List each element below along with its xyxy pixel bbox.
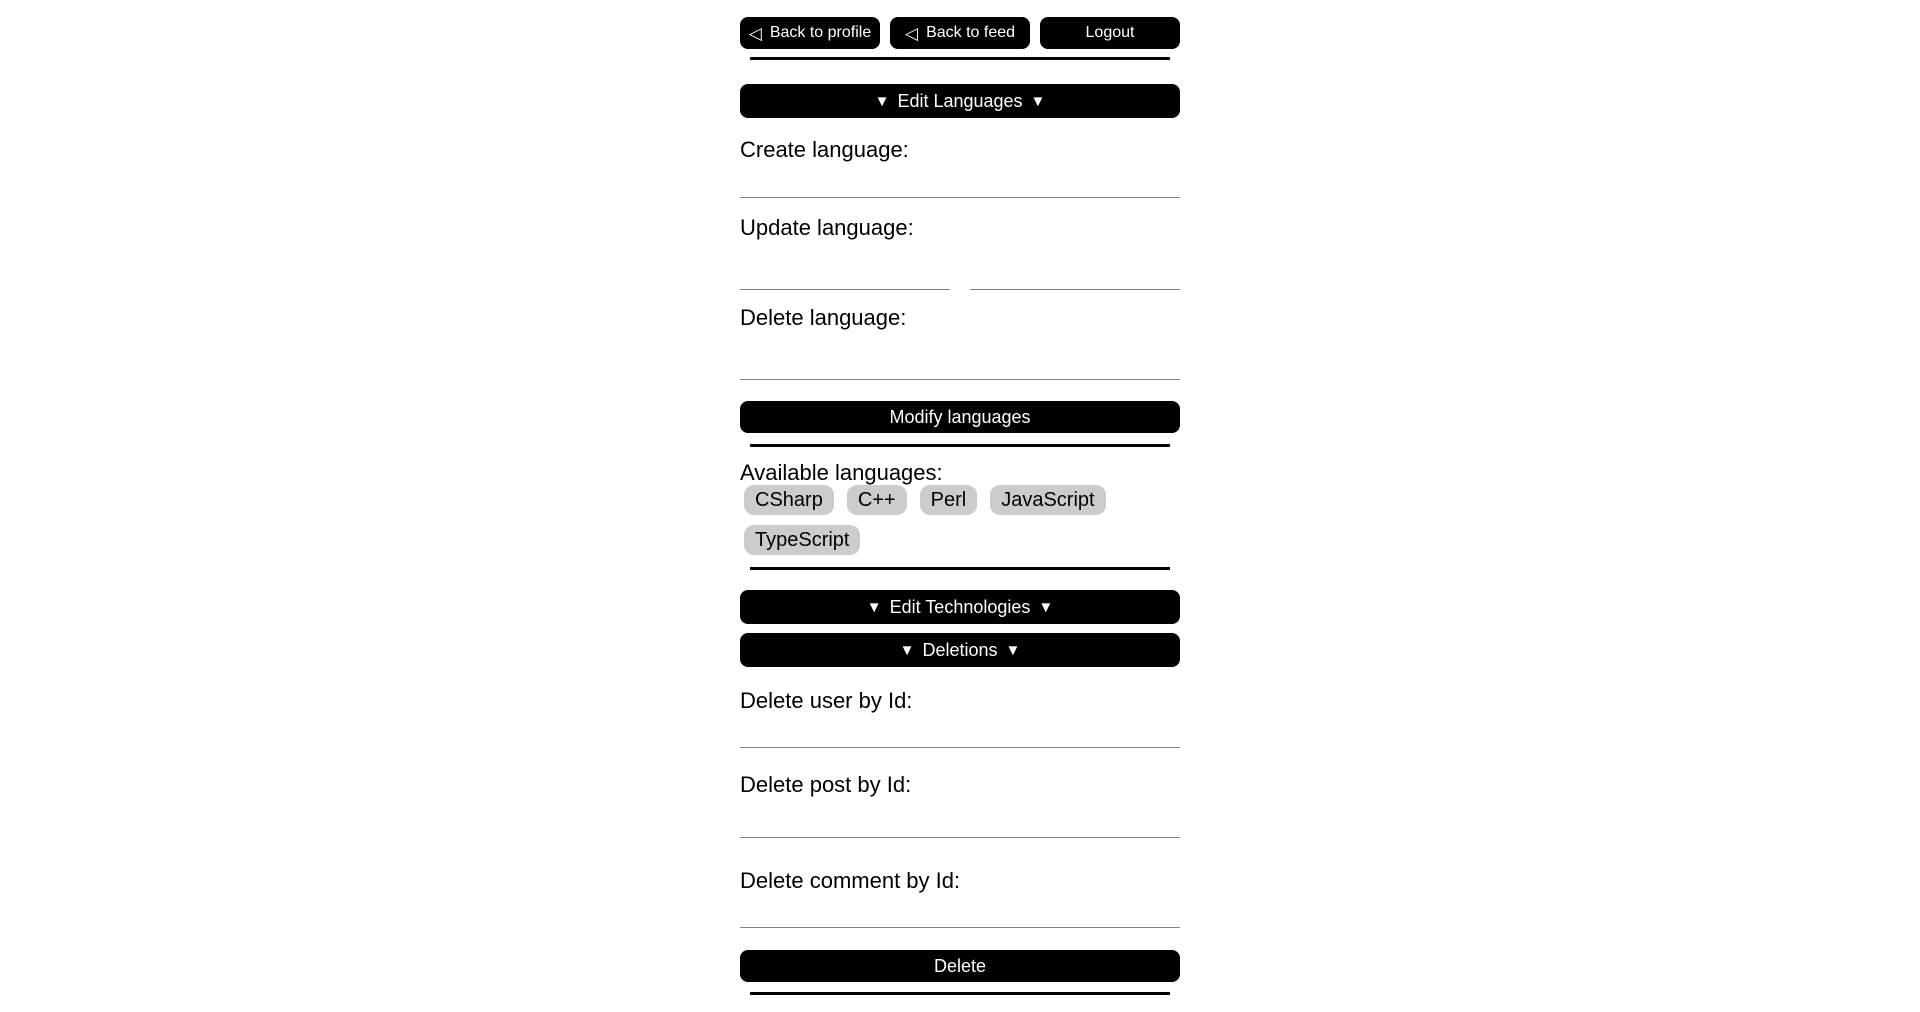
update-language-old-input[interactable]: [740, 240, 950, 290]
language-tag: CSharp: [744, 485, 834, 515]
delete-post-input[interactable]: [740, 797, 1180, 838]
caret-down-icon: ▼: [866, 598, 882, 616]
language-tag: C++: [847, 485, 907, 515]
available-languages-list: [740, 485, 1180, 555]
caret-down-icon: ▼: [1005, 641, 1021, 659]
edit-languages-toggle[interactable]: [740, 84, 1180, 118]
update-language-new-input[interactable]: [970, 240, 1180, 290]
back-arrow-icon: ◁: [904, 23, 919, 43]
toolbar: [740, 17, 1180, 49]
deletions-toggle[interactable]: [740, 633, 1180, 667]
delete-button[interactable]: Delete: [740, 950, 1180, 982]
update-language-inputs: [740, 240, 1180, 290]
delete-comment-input[interactable]: [740, 893, 1180, 928]
caret-down-icon: ▼: [874, 92, 890, 110]
language-tag: Perl: [920, 485, 978, 515]
delete-user-input[interactable]: [740, 713, 1180, 748]
delete-user-label: Delete user by Id:: [740, 688, 913, 713]
back-to-profile-label: Back to profile: [769, 24, 872, 41]
caret-down-icon: ▼: [1038, 598, 1054, 616]
delete-language-input[interactable]: [740, 330, 1180, 380]
create-language-input[interactable]: [740, 162, 1180, 198]
edit-technologies-toggle[interactable]: [740, 590, 1180, 624]
modify-languages-button[interactable]: Modify languages: [740, 401, 1180, 433]
section-separator: [750, 567, 1170, 570]
back-to-profile-button[interactable]: [740, 17, 880, 49]
back-to-feed-label: Back to feed: [926, 24, 1016, 41]
delete-comment-label: Delete comment by Id:: [740, 868, 961, 893]
caret-down-icon: ▼: [899, 641, 915, 659]
edit-technologies-toggle-label: Edit Technologies: [889, 596, 1031, 617]
deletions-toggle-label: Deletions: [922, 639, 998, 660]
delete-language-label: Delete language:: [740, 305, 907, 330]
delete-post-label: Delete post by Id:: [740, 772, 912, 797]
logout-button[interactable]: Logout: [1040, 17, 1180, 49]
back-to-feed-button[interactable]: [890, 17, 1030, 49]
back-arrow-icon: ◁: [748, 23, 762, 43]
available-languages-label: Available languages:: [740, 460, 943, 485]
edit-languages-toggle-label: Edit Languages: [897, 90, 1023, 111]
language-tag: JavaScript: [990, 485, 1105, 515]
section-separator: [750, 57, 1170, 60]
admin-panel: [740, 0, 1180, 995]
section-separator: [750, 992, 1170, 995]
language-tag: TypeScript: [744, 525, 860, 555]
section-separator: [750, 444, 1170, 447]
caret-down-icon: ▼: [1030, 92, 1046, 110]
create-language-label: Create language:: [740, 137, 909, 162]
update-language-label: Update language:: [740, 215, 914, 240]
